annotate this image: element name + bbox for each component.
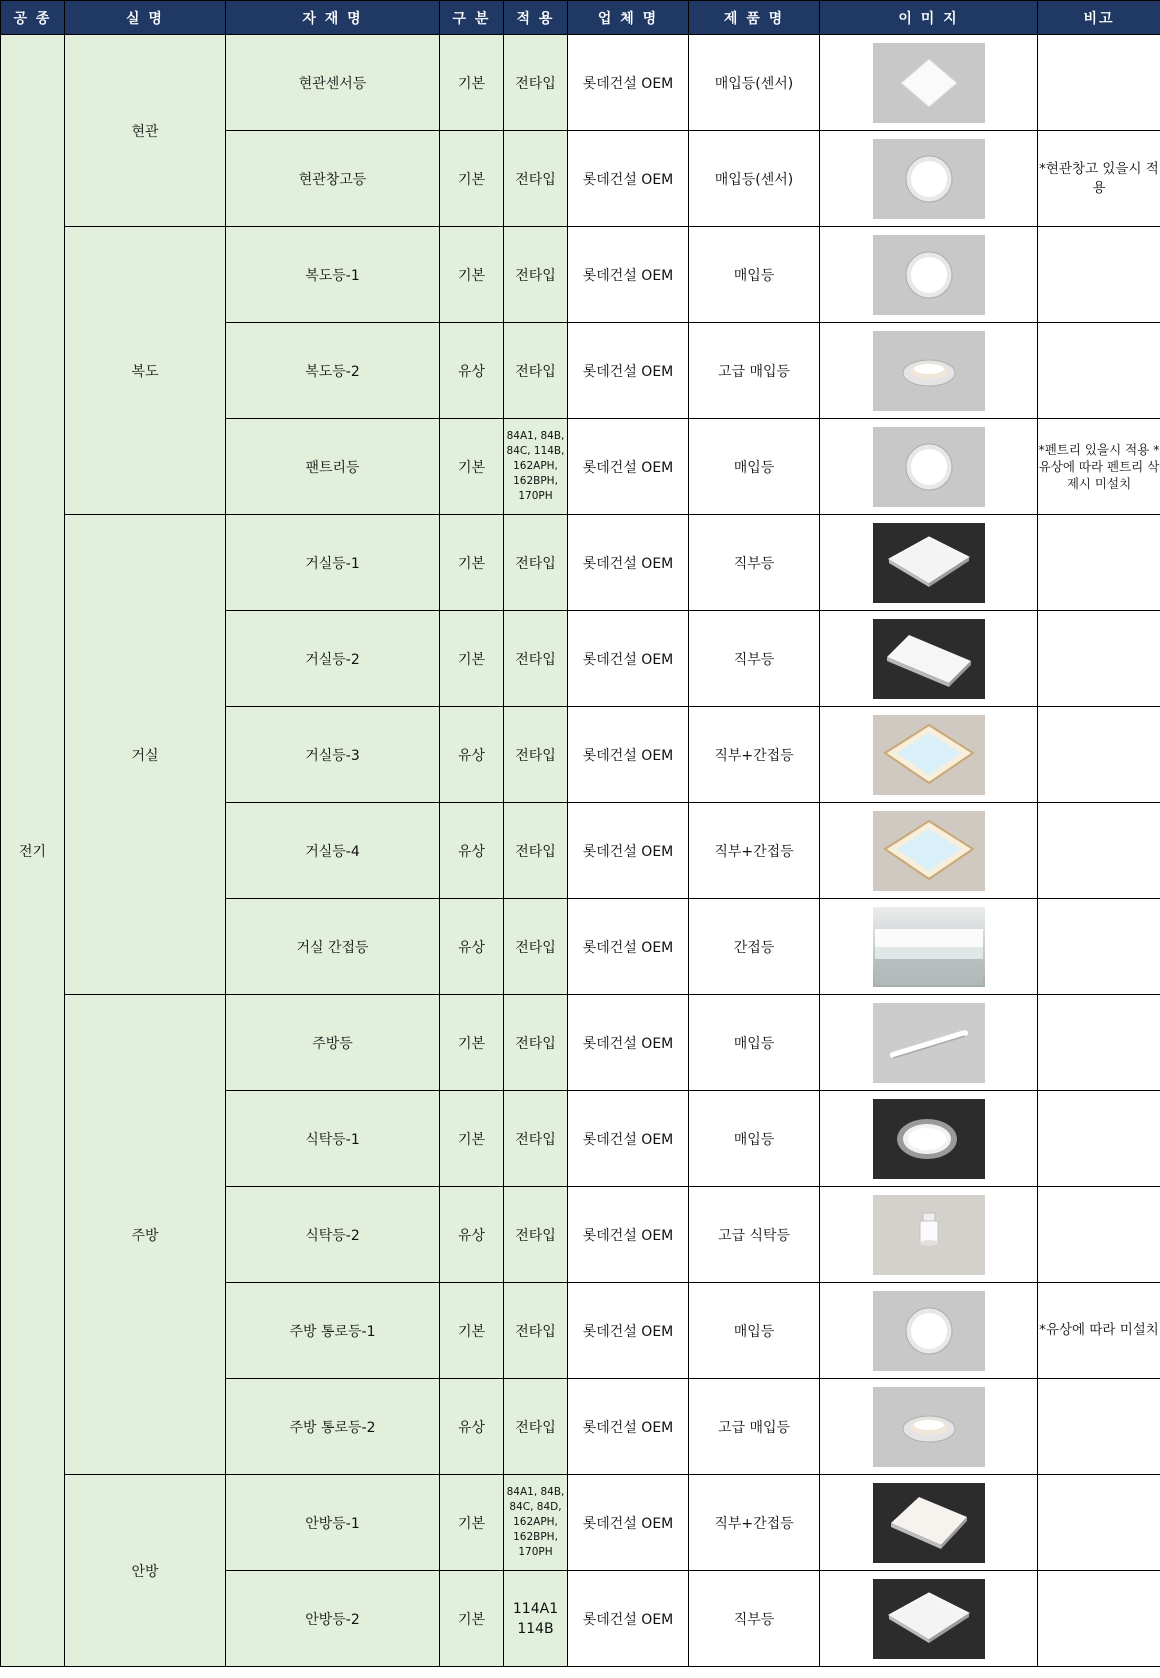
product-cell: 고급 매입등: [689, 323, 820, 419]
note-cell: [1038, 803, 1160, 899]
table-row: [1, 227, 1160, 323]
image-cell: [820, 131, 1038, 227]
product-cell: 직부+간접등: [689, 707, 820, 803]
note-cell: [1038, 227, 1160, 323]
room-cell-corridor: 복도: [65, 227, 226, 515]
image-cell: [820, 323, 1038, 419]
header-apply: 적 용: [504, 1, 568, 35]
product-cell: 매입등: [689, 995, 820, 1091]
vendor-cell: 롯데건설 OEM: [568, 35, 689, 131]
product-cell: 매입등: [689, 227, 820, 323]
vendor-cell: 롯데건설 OEM: [568, 1571, 689, 1667]
table-row: [1, 515, 1160, 611]
table-row: [1, 35, 1160, 131]
kind-cell: 기본: [440, 35, 504, 131]
kind-cell: 기본: [440, 995, 504, 1091]
product-cell: 매입등: [689, 1283, 820, 1379]
image-cell: [820, 1571, 1038, 1667]
product-cell: 고급 매입등: [689, 1379, 820, 1475]
round-recessed-light-image: [873, 235, 985, 315]
kind-cell: 기본: [440, 227, 504, 323]
apply-cell: 전타입: [504, 899, 568, 995]
vendor-cell: 롯데건설 OEM: [568, 803, 689, 899]
product-cell: 직부등: [689, 1571, 820, 1667]
kind-cell: 기본: [440, 1571, 504, 1667]
kind-cell: 기본: [440, 419, 504, 515]
note-cell: [1038, 1187, 1160, 1283]
note-cell: [1038, 1475, 1160, 1571]
kind-cell: 유상: [440, 1379, 504, 1475]
product-cell: 매입등: [689, 1091, 820, 1187]
square-ceiling-light-image: [873, 523, 985, 603]
square-ceiling-light-image: [873, 1579, 985, 1659]
material-cell: 거실등-4: [226, 803, 440, 899]
image-cell: [820, 611, 1038, 707]
image-cell: [820, 1379, 1038, 1475]
square-ceiling-light-image: [873, 1483, 985, 1563]
dark-round-light-image: [873, 1099, 985, 1179]
note-cell: [1038, 995, 1160, 1091]
header-image: 이 미 지: [820, 1, 1038, 35]
header-material: 자 재 명: [226, 1, 440, 35]
product-cell: 간접등: [689, 899, 820, 995]
apply-cell: 84A1, 84B, 84C, 84D, 162APH, 162BPH, 170PH: [504, 1475, 568, 1571]
deep-downlight-image: [873, 1387, 985, 1467]
header-row: [1, 1, 1160, 35]
header-product: 제 품 명: [689, 1, 820, 35]
linear-light-image: [873, 1003, 985, 1083]
apply-cell: 전타입: [504, 1283, 568, 1379]
apply-cell: 전타입: [504, 1379, 568, 1475]
kind-cell: 기본: [440, 1283, 504, 1379]
rect-ceiling-light-image: [873, 619, 985, 699]
material-cell: 복도등-1: [226, 227, 440, 323]
material-cell: 주방 통로등-1: [226, 1283, 440, 1379]
vendor-cell: 롯데건설 OEM: [568, 899, 689, 995]
kind-cell: 기본: [440, 1475, 504, 1571]
note-cell: *현관창고 있을시 적용: [1038, 131, 1160, 227]
header-trade: 공 종: [1, 1, 65, 35]
apply-cell: 전타입: [504, 707, 568, 803]
note-cell: [1038, 35, 1160, 131]
product-cell: 직부등: [689, 515, 820, 611]
header-kind: 구 분: [440, 1, 504, 35]
room-cell-master: 안방: [65, 1475, 226, 1667]
product-cell: 직부+간접등: [689, 1475, 820, 1571]
apply-cell: 전타입: [504, 803, 568, 899]
image-cell: [820, 899, 1038, 995]
vendor-cell: 롯데건설 OEM: [568, 707, 689, 803]
note-cell: [1038, 515, 1160, 611]
image-cell: [820, 995, 1038, 1091]
vendor-cell: 롯데건설 OEM: [568, 1379, 689, 1475]
product-cell: 매입등: [689, 419, 820, 515]
vendor-cell: 롯데건설 OEM: [568, 1187, 689, 1283]
table-row: [1, 1475, 1160, 1571]
kind-cell: 유상: [440, 803, 504, 899]
note-cell: [1038, 1379, 1160, 1475]
apply-cell: 전타입: [504, 131, 568, 227]
apply-cell: 114A1 114B: [504, 1571, 568, 1667]
kind-cell: 기본: [440, 515, 504, 611]
kind-cell: 유상: [440, 899, 504, 995]
material-cell: 안방등-1: [226, 1475, 440, 1571]
kind-cell: 기본: [440, 131, 504, 227]
apply-cell: 전타입: [504, 995, 568, 1091]
note-cell: [1038, 1091, 1160, 1187]
image-cell: [820, 419, 1038, 515]
room-cell-living: 거실: [65, 515, 226, 995]
product-cell: 직부+간접등: [689, 803, 820, 899]
round-recessed-light-image: [873, 139, 985, 219]
room-cell-entrance: 현관: [65, 35, 226, 227]
header-note: 비고: [1038, 1, 1160, 35]
vendor-cell: 롯데건설 OEM: [568, 611, 689, 707]
round-recessed-light-image: [873, 427, 985, 507]
vendor-cell: 롯데건설 OEM: [568, 995, 689, 1091]
apply-cell: 전타입: [504, 1091, 568, 1187]
vendor-cell: 롯데건설 OEM: [568, 1475, 689, 1571]
kind-cell: 유상: [440, 1187, 504, 1283]
cove-light-image: [873, 907, 985, 987]
kind-cell: 기본: [440, 611, 504, 707]
material-cell: 팬트리등: [226, 419, 440, 515]
material-cell: 복도등-2: [226, 323, 440, 419]
material-cell: 현관센서등: [226, 35, 440, 131]
image-cell: [820, 35, 1038, 131]
material-cell: 현관창고등: [226, 131, 440, 227]
image-cell: [820, 1091, 1038, 1187]
cylinder-spot-light-image: [873, 1195, 985, 1275]
image-cell: [820, 227, 1038, 323]
diamond-ceiling-light-image: [873, 811, 985, 891]
note-cell: *유상에 따라 미설치: [1038, 1283, 1160, 1379]
image-cell: [820, 803, 1038, 899]
vendor-cell: 롯데건설 OEM: [568, 419, 689, 515]
note-cell: [1038, 899, 1160, 995]
note-cell: [1038, 323, 1160, 419]
material-cell: 식탁등-2: [226, 1187, 440, 1283]
table-row: [1, 995, 1160, 1091]
apply-cell: 전타입: [504, 323, 568, 419]
vendor-cell: 롯데건설 OEM: [568, 131, 689, 227]
note-cell: [1038, 611, 1160, 707]
vendor-cell: 롯데건설 OEM: [568, 515, 689, 611]
apply-cell: 전타입: [504, 227, 568, 323]
material-cell: 거실등-2: [226, 611, 440, 707]
apply-cell: 전타입: [504, 35, 568, 131]
image-cell: [820, 1475, 1038, 1571]
material-cell: 주방 통로등-2: [226, 1379, 440, 1475]
note-cell: *펜트리 있을시 적용 *유상에 따라 펜트리 삭제시 미설치: [1038, 419, 1160, 515]
round-recessed-light-image: [873, 1291, 985, 1371]
header-room: 실 명: [65, 1, 226, 35]
product-cell: 직부등: [689, 611, 820, 707]
note-cell: [1038, 707, 1160, 803]
header-vendor: 업 체 명: [568, 1, 689, 35]
note-cell: [1038, 1571, 1160, 1667]
image-cell: [820, 1283, 1038, 1379]
material-cell: 식탁등-1: [226, 1091, 440, 1187]
vendor-cell: 롯데건설 OEM: [568, 323, 689, 419]
apply-cell: 84A1, 84B, 84C, 114B, 162APH, 162BPH, 170PH: [504, 419, 568, 515]
image-cell: [820, 515, 1038, 611]
apply-cell: 전타입: [504, 515, 568, 611]
vendor-cell: 롯데건설 OEM: [568, 1091, 689, 1187]
material-cell: 거실등-1: [226, 515, 440, 611]
kind-cell: 유상: [440, 323, 504, 419]
deep-downlight-image: [873, 331, 985, 411]
product-cell: 매입등(센서): [689, 35, 820, 131]
kind-cell: 기본: [440, 1091, 504, 1187]
apply-cell: 전타입: [504, 1187, 568, 1283]
image-cell: [820, 1187, 1038, 1283]
vendor-cell: 롯데건설 OEM: [568, 227, 689, 323]
material-cell: 거실등-3: [226, 707, 440, 803]
material-cell: 거실 간접등: [226, 899, 440, 995]
square-recessed-light-image: [873, 43, 985, 123]
apply-cell: 전타입: [504, 611, 568, 707]
kind-cell: 유상: [440, 707, 504, 803]
room-cell-kitchen: 주방: [65, 995, 226, 1475]
product-cell: 고급 식탁등: [689, 1187, 820, 1283]
material-cell: 주방등: [226, 995, 440, 1091]
diamond-ceiling-light-image: [873, 715, 985, 795]
material-cell: 안방등-2: [226, 1571, 440, 1667]
product-cell: 매입등(센서): [689, 131, 820, 227]
image-cell: [820, 707, 1038, 803]
vendor-cell: 롯데건설 OEM: [568, 1283, 689, 1379]
trade-cell: 전기: [1, 35, 65, 1667]
